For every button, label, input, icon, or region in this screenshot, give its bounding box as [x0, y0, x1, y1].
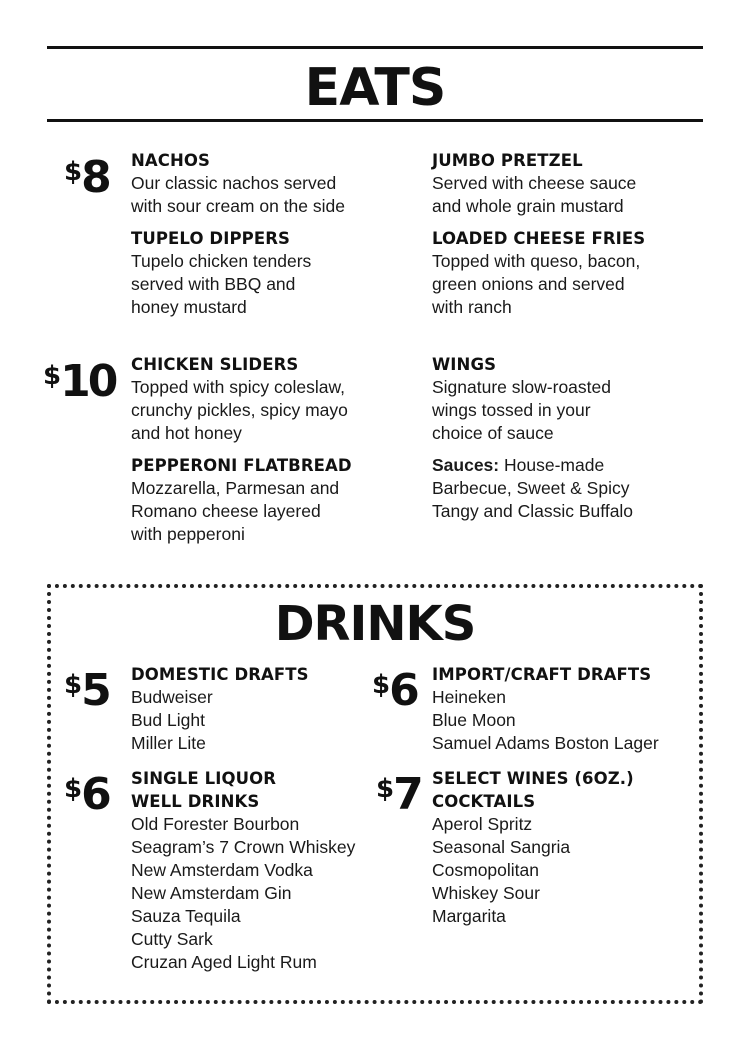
menu-item-loaded-cheese-fries [432, 227, 702, 319]
section-items: Heineken Blue Moon Samuel Adams Boston Lager [432, 687, 659, 753]
price-value: 6 [81, 769, 109, 820]
item-description: Served with cheese sauce and whole grain mustard [432, 173, 637, 216]
top-rule [47, 46, 703, 49]
price-value: 8 [81, 152, 109, 203]
price-symbol: $ [372, 670, 390, 700]
drinks-domestic-drafts [131, 663, 401, 755]
item-description: Mozzarella, Parmesan and Romano cheese layered with pepperoni [131, 478, 340, 544]
drinks-wines-cocktails [432, 767, 702, 928]
price-6-well [64, 769, 109, 820]
section-title: SELECT WINES (6OZ.) COCKTAILS [432, 769, 634, 811]
price-7 [376, 769, 421, 820]
section-items: Budweiser Bud Light Miller Lite [131, 687, 213, 753]
item-name: NACHOS [131, 151, 211, 170]
item-description: Tupelo chicken tenders served with BBQ and honey mustard [131, 251, 312, 317]
price-8 [64, 152, 109, 203]
item-description: Signature slow-roasted wings tossed in your choice of sauce [432, 377, 611, 443]
menu-item-jumbo-pretzel [432, 149, 702, 218]
price-symbol: $ [64, 774, 82, 804]
price-6-import [372, 665, 417, 716]
item-name: JUMBO PRETZEL [432, 151, 583, 170]
item-description: Our classic nachos served with sour cream on the side [131, 173, 345, 216]
item-name: WINGS [432, 355, 497, 374]
price-5 [64, 665, 109, 716]
section-items: Old Forester Bourbon Seagram’s 7 Crown Whiskey New Amsterdam Vodka New Amsterdam Gin Sauza Tequila Cutty Sark Cruzan Aged Light Rum [131, 814, 356, 972]
sauces-list: House-made Barbecue, Sweet & Spicy Tangy and Classic Buffalo [432, 455, 634, 521]
price-10 [43, 356, 116, 407]
menu-item-pepperoni-flatbread [131, 454, 401, 546]
price-symbol: $ [43, 361, 61, 391]
menu-item-wings [432, 353, 702, 445]
drinks-well-drinks [131, 767, 401, 974]
menu-item-nachos [131, 149, 401, 218]
menu-item-tupelo-dippers [131, 227, 401, 319]
eats-bottom-rule [47, 119, 703, 122]
sauces-label: Sauces: [432, 455, 500, 475]
price-value: 6 [389, 665, 417, 716]
item-name: LOADED CHEESE FRIES [432, 229, 646, 248]
section-title: SINGLE LIQUOR WELL DRINKS [131, 769, 277, 811]
drinks-title: DRINKS [274, 596, 476, 652]
price-symbol: $ [64, 670, 82, 700]
drinks-import-craft-drafts [432, 663, 702, 755]
section-title: IMPORT/CRAFT DRAFTS [432, 665, 652, 684]
item-description: Topped with spicy coleslaw, crunchy pickles, spicy mayo and hot honey [131, 377, 348, 443]
price-value: 10 [60, 356, 116, 407]
item-name: CHICKEN SLIDERS [131, 355, 299, 374]
price-value: 7 [393, 769, 421, 820]
price-symbol: $ [64, 157, 82, 187]
section-items: Aperol Spritz Seasonal Sangria Cosmopolitan Whiskey Sour Margarita [432, 814, 571, 926]
item-name: TUPELO DIPPERS [131, 229, 290, 248]
eats-title: EATS [304, 58, 446, 118]
section-title: DOMESTIC DRAFTS [131, 665, 309, 684]
menu-item-chicken-sliders [131, 353, 401, 445]
sauces-note [432, 454, 702, 523]
sauces-text [432, 454, 702, 523]
price-value: 5 [81, 665, 109, 716]
item-name: PEPPERONI FLATBREAD [131, 456, 352, 475]
price-symbol: $ [376, 774, 394, 804]
item-description: Topped with queso, bacon, green onions and served with ranch [432, 251, 641, 317]
